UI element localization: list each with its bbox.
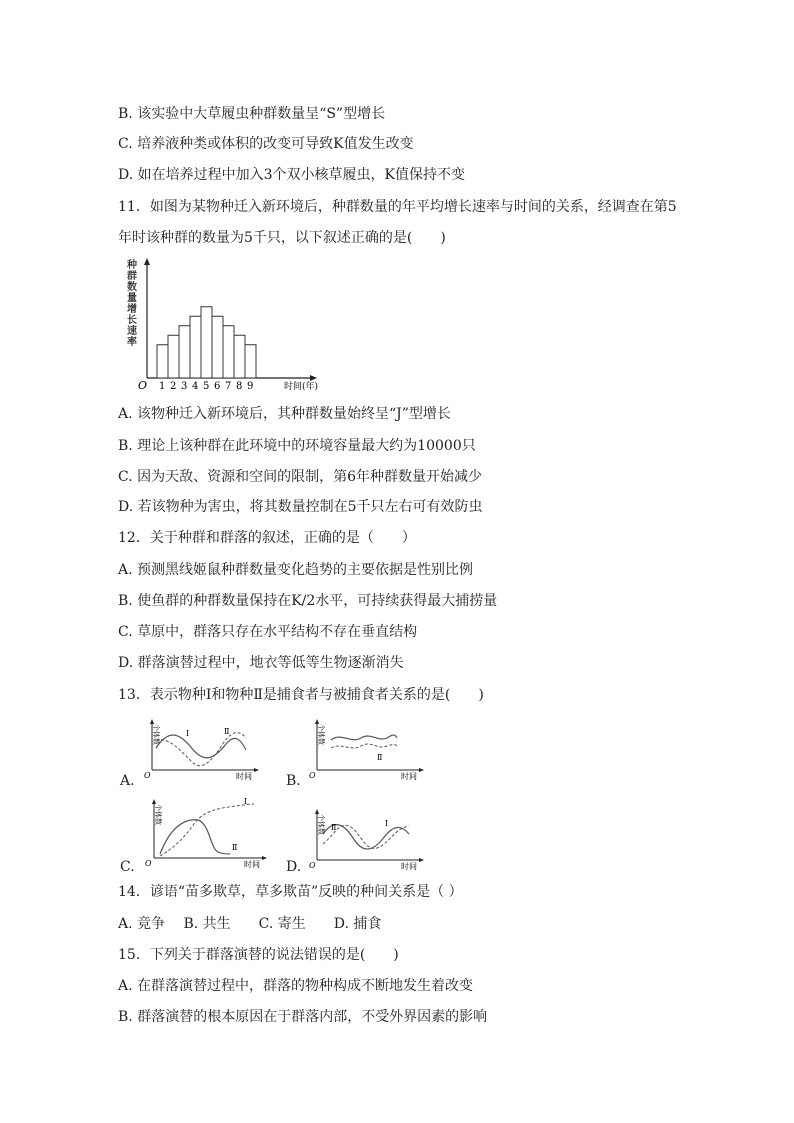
q12-option-c: C. 草原中，群落只存在水平结构不存在垂直结构	[118, 624, 418, 640]
q13-graph-c	[140, 798, 270, 868]
svg-text:数: 数	[127, 282, 137, 293]
q13-stem: 13．表示物种Ⅰ和物种Ⅱ是捕食者与被捕食者关系的是( )	[118, 687, 484, 703]
q11-growth-rate-chart	[124, 256, 324, 396]
bar	[245, 345, 256, 378]
x-tick-label: 5	[203, 381, 210, 392]
svg-text:O: O	[144, 771, 151, 780]
svg-text:时间: 时间	[401, 862, 417, 870]
q14-options: A. 竞争 B. 共生 C. 寄生 D. 捕食	[118, 916, 382, 932]
svg-text:Ⅱ: Ⅱ	[331, 823, 337, 832]
x-axis-label: 时间(年)	[284, 382, 319, 392]
q10-option-d: D. 如在培养过程中加入3个双小核草履虫，K值保持不变	[118, 167, 465, 183]
bar	[190, 316, 201, 378]
q13-option-d-label: D.	[286, 859, 302, 875]
svg-text:O: O	[145, 859, 152, 868]
q11-option-c: C. 因为天敌、资源和空间的限制，第6年种群数量开始减少	[118, 469, 483, 485]
q11-option-b: B. 理论上该种群在此环境中的环境容量最大约为10000只	[118, 438, 476, 454]
x-tick-label: 8	[236, 381, 243, 392]
svg-text:量: 量	[127, 293, 137, 304]
svg-text:个体数: 个体数	[317, 814, 325, 835]
q13-option-c-label: C.	[120, 859, 135, 875]
svg-text:O: O	[309, 861, 316, 870]
x-tick-label: 9	[247, 381, 254, 392]
bar	[234, 335, 245, 378]
q12-stem: 12．关于种群和群落的叙述，正确的是（ ）	[118, 530, 416, 546]
q13-graph-a	[140, 718, 260, 780]
bar	[157, 345, 168, 378]
bar	[168, 335, 179, 378]
svg-text:个体数: 个体数	[152, 724, 160, 745]
svg-text:O: O	[309, 771, 316, 780]
q13-option-b-label: B.	[286, 773, 301, 789]
svg-text:时间: 时间	[401, 772, 417, 780]
x-tick-label: 6	[214, 381, 221, 392]
origin-label: O	[138, 379, 148, 392]
x-tick-label: 7	[225, 381, 232, 392]
x-tick-label: 4	[192, 381, 199, 392]
bar	[201, 307, 212, 378]
svg-text:Ⅱ: Ⅱ	[232, 843, 238, 852]
y-axis-label	[126, 258, 137, 348]
svg-text:群: 群	[127, 271, 137, 282]
svg-text:Ⅱ: Ⅱ	[377, 753, 383, 762]
q15-option-a: A. 在群落演替过程中，群落的物种构成不断地发生着改变	[118, 978, 474, 994]
svg-text:率: 率	[127, 337, 137, 348]
q10-option-c: C. 培养液种类或体积的改变可导致K值发生改变	[118, 136, 414, 152]
q11-option-d: D. 若该物种为害虫，将其数量控制在5千只左右可有效防虫	[118, 499, 483, 515]
svg-text:速: 速	[127, 326, 137, 337]
q13-graph-d	[305, 808, 425, 870]
bar	[212, 316, 223, 378]
x-tick-label: 1	[159, 381, 166, 392]
svg-text:Ⅰ: Ⅰ	[186, 729, 190, 738]
bar	[223, 326, 234, 378]
x-tick-label: 3	[181, 381, 188, 392]
q11-option-a: A. 该物种迁入新环境后，其种群数量始终呈“J”型增长	[118, 406, 451, 422]
q10-option-b: B. 该实验中大草履虫种群数量呈“S”型增长	[118, 106, 386, 122]
q12-option-a: A. 预测黑线姬鼠种群数量变化趋势的主要依据是性别比例	[118, 562, 474, 578]
svg-text:增: 增	[127, 304, 137, 315]
q15-stem: 15．下列关于群落演替的说法错误的是( )	[118, 947, 399, 963]
svg-text:种: 种	[127, 260, 137, 271]
svg-text:个体数: 个体数	[317, 724, 325, 745]
q12-option-d: D. 群落演替过程中，地衣等低等生物逐渐消失	[118, 655, 404, 671]
x-tick-label: 2	[170, 381, 177, 392]
svg-text:Ⅰ: Ⅰ	[244, 798, 248, 806]
q15-option-b: B. 群落演替的根本原因在于群落内部，不受外界因素的影响	[118, 1009, 488, 1025]
svg-text:时间: 时间	[236, 772, 252, 780]
q13-option-a-label: A.	[120, 773, 135, 789]
svg-text:时间: 时间	[244, 860, 260, 868]
svg-text:Ⅰ: Ⅰ	[385, 819, 389, 828]
x-axis-arrow	[310, 375, 317, 381]
bar	[179, 326, 190, 378]
svg-text:个体数: 个体数	[154, 804, 162, 825]
q11-stem-line1: 11．如图为某物种迁入新环境后，种群数量的年平均增长速率与时间的关系，经调查在第5	[118, 199, 677, 215]
svg-text:长: 长	[127, 315, 137, 326]
q12-option-b: B. 使鱼群的种群数量保持在K/2水平，可持续获得最大捕捞量	[118, 593, 498, 609]
q13-graph-b	[305, 718, 425, 780]
svg-text:Ⅱ: Ⅱ	[224, 727, 230, 736]
q14-stem: 14．谚语“苗多欺草，草多欺苗”反映的种间关系是（ ）	[118, 884, 463, 900]
y-axis-arrow	[144, 258, 150, 265]
q11-stem-line2: 年时该种群的数量为5千只，以下叙述正确的是( )	[118, 230, 446, 246]
